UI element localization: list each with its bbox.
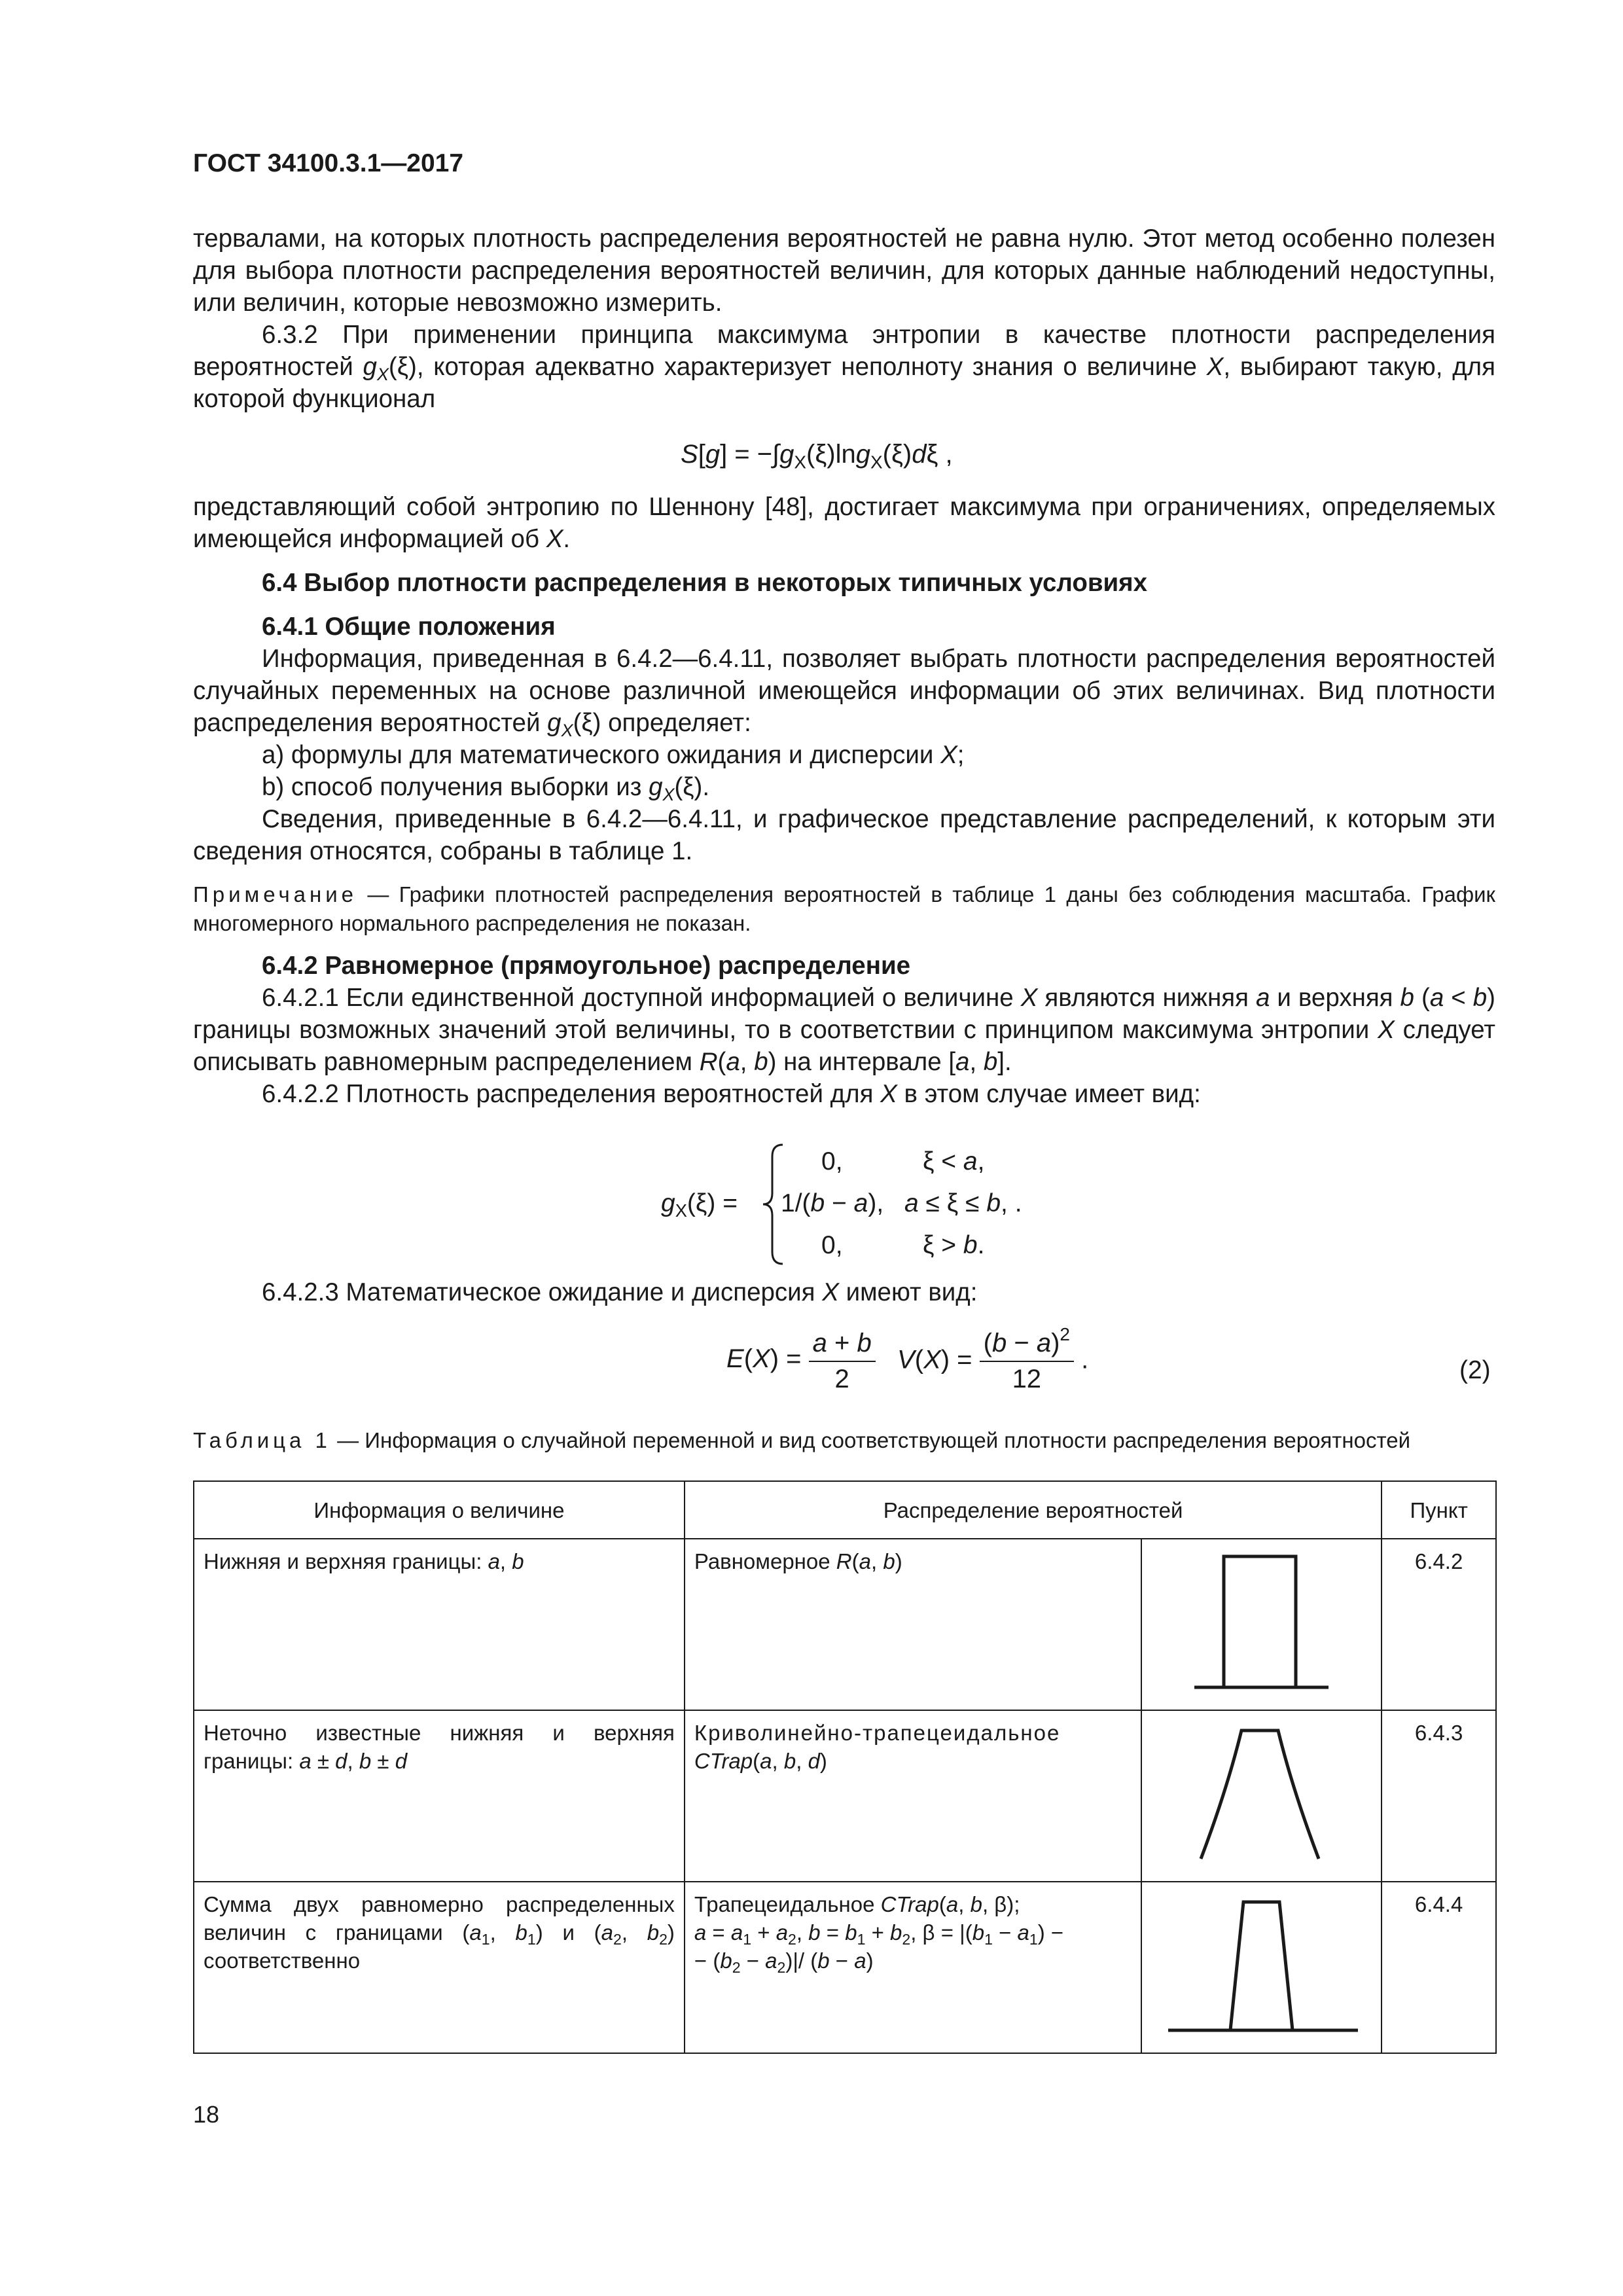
text-block-middle xyxy=(193,491,1495,1110)
document-header: ГОСТ 34100.3.1—2017 xyxy=(193,149,464,177)
row3-graph xyxy=(1141,1882,1382,2053)
row1-ref: 6.4.2 xyxy=(1382,1539,1496,1710)
row1-dist: Равномерное R(a, b) xyxy=(685,1539,1141,1710)
row3-dist: Трапецеидальное CTrap(a, b, β); $a = a_1 + a_2$, $b = b_1 + b_2$, $\beta = |(b_1 - a_1)$ − − $(b_2 - a_2)|/$ (b − a) xyxy=(685,1882,1141,2053)
table-row xyxy=(194,1539,1496,1710)
distribution-table xyxy=(193,1480,1497,2054)
note: Примечание — Графики плотностей распределения вероятностей в таблице 1 даны без соблюдения масштаба. График многомерного нормального распределения не показан. xyxy=(193,882,1495,935)
paragraph-info-summary: Сведения, приведенные в 6.4.2—6.4.11, и графическое представление распределений, к которым эти сведения относятся, собраны в таблице 1. xyxy=(193,805,1495,865)
paragraph-6-4-2-3: 6.4.2.3 Математическое ожидание и дисперсия X имеют вид: xyxy=(262,1278,978,1306)
entropy-formula: $S[g] = -\int g_X(\xi)\ln g_X(\xi)d\xi$ , xyxy=(681,440,953,473)
paragraph-continuation: тервалами, на которых плотность распределения вероятностей не равна нулю. Этот метод особенно полезен для выбора плотности распределения вероятностей величин, для которых данные наблюдений недоступны, или величин, которые невозможно измерить. xyxy=(193,224,1495,317)
section-6-4-1-heading: 6.4.1 Общие положения xyxy=(262,613,556,641)
row2-ref: 6.4.3 xyxy=(1382,1710,1496,1882)
density-formula: $g_X(\xi)$ = 0, ξ < a, 1/(b − a), a ≤ ξ ≤ b, . 0, ξ > b. xyxy=(661,1142,1054,1266)
formula-2: E(X) = $\frac{a + b}{2}$ V(X) = $\frac{(b - a)^2}{12}$ . xyxy=(726,1324,1089,1393)
paragraph-6-4-1: Информация, приведенная в 6.4.2—6.4.11, позволяет выбрать плотности распределения вероятностей случайных переменных на основе различной имеющейся информации об этих величинах. Вид плотности распределения вероятностей $g_X(\xi)$ определяет: xyxy=(193,645,1495,741)
paragraph-6-3-2: 6.3.2 При применении принципа максимума энтропии в качестве плотности распределения вероятностей $g_X(\xi)$, которая адекватно характеризует неполноту знания о величине X, выбирают такую, для которой функционал xyxy=(193,321,1495,413)
text-block-top xyxy=(193,223,1495,415)
row1-info: Нижняя и верхняя границы: a, b xyxy=(194,1539,685,1710)
paragraph-6-4-2-1: 6.4.2.1 Если единственной доступной информацией о величине X являются нижняя a и верхняя b (a < b) границы возможных значений этой величины, то в соответствии с принципом максимума энтропии X следует описывать равномерным распределением R(a, b) на интервале [a, b]. xyxy=(193,984,1496,1076)
header-clause: Пункт xyxy=(1382,1481,1496,1539)
table-row xyxy=(194,1882,1496,2053)
header-distribution: Распределение вероятностей xyxy=(685,1481,1382,1539)
section-6-4-2-heading: 6.4.2 Равномерное (прямоугольное) распределение xyxy=(262,952,911,980)
text-block-6-4-2-3 xyxy=(193,1276,1495,1308)
section-6-4-heading: 6.4 Выбор плотности распределения в некоторых типичных условиях xyxy=(262,569,1148,597)
equation-number: (2) xyxy=(1459,1356,1491,1384)
row3-info: Сумма двух равномерно распределенных величин с границами ($a_1$, $b_1$) и ($a_2$, $b_2$) соответственно xyxy=(194,1882,685,2053)
row2-dist: Криволинейно-трапецеидальное CTrap(a, b, d) xyxy=(685,1710,1141,1882)
row3-ref: 6.4.4 xyxy=(1382,1882,1496,2053)
list-item-b: b) способ получения выборки из $g_X(\xi)$. xyxy=(262,773,710,805)
trapezoid-graph xyxy=(1142,1882,1381,2046)
row2-graph xyxy=(1141,1710,1382,1882)
paragraph-6-4-2-2: 6.4.2.2 Плотность распределения вероятностей для X в этом случае имеет вид: xyxy=(262,1080,1201,1108)
table-caption: Таблица 1 — Информация о случайной переменной и вид соответствующей плотности распределения вероятностей xyxy=(193,1428,1411,1452)
curvilinear-trapezoid-graph xyxy=(1142,1711,1381,1874)
paragraph-shannon: представляющий собой энтропию по Шеннону [48], достигает максимума при ограничениях, определяемых имеющейся информацией об X. xyxy=(193,493,1495,553)
rectangular-distribution-graph xyxy=(1142,1539,1381,1703)
row2-info: Неточно известные нижняя и верхняя границы: a ± d, b ± d xyxy=(194,1710,685,1882)
page-number: 18 xyxy=(193,2101,220,2128)
row1-graph xyxy=(1141,1539,1382,1710)
table-header-row xyxy=(194,1481,1496,1539)
table-row xyxy=(194,1710,1496,1882)
header-info: Информация о величине xyxy=(194,1481,685,1539)
list-item-a: a) формулы для математического ожидания и дисперсии X; xyxy=(262,741,965,769)
